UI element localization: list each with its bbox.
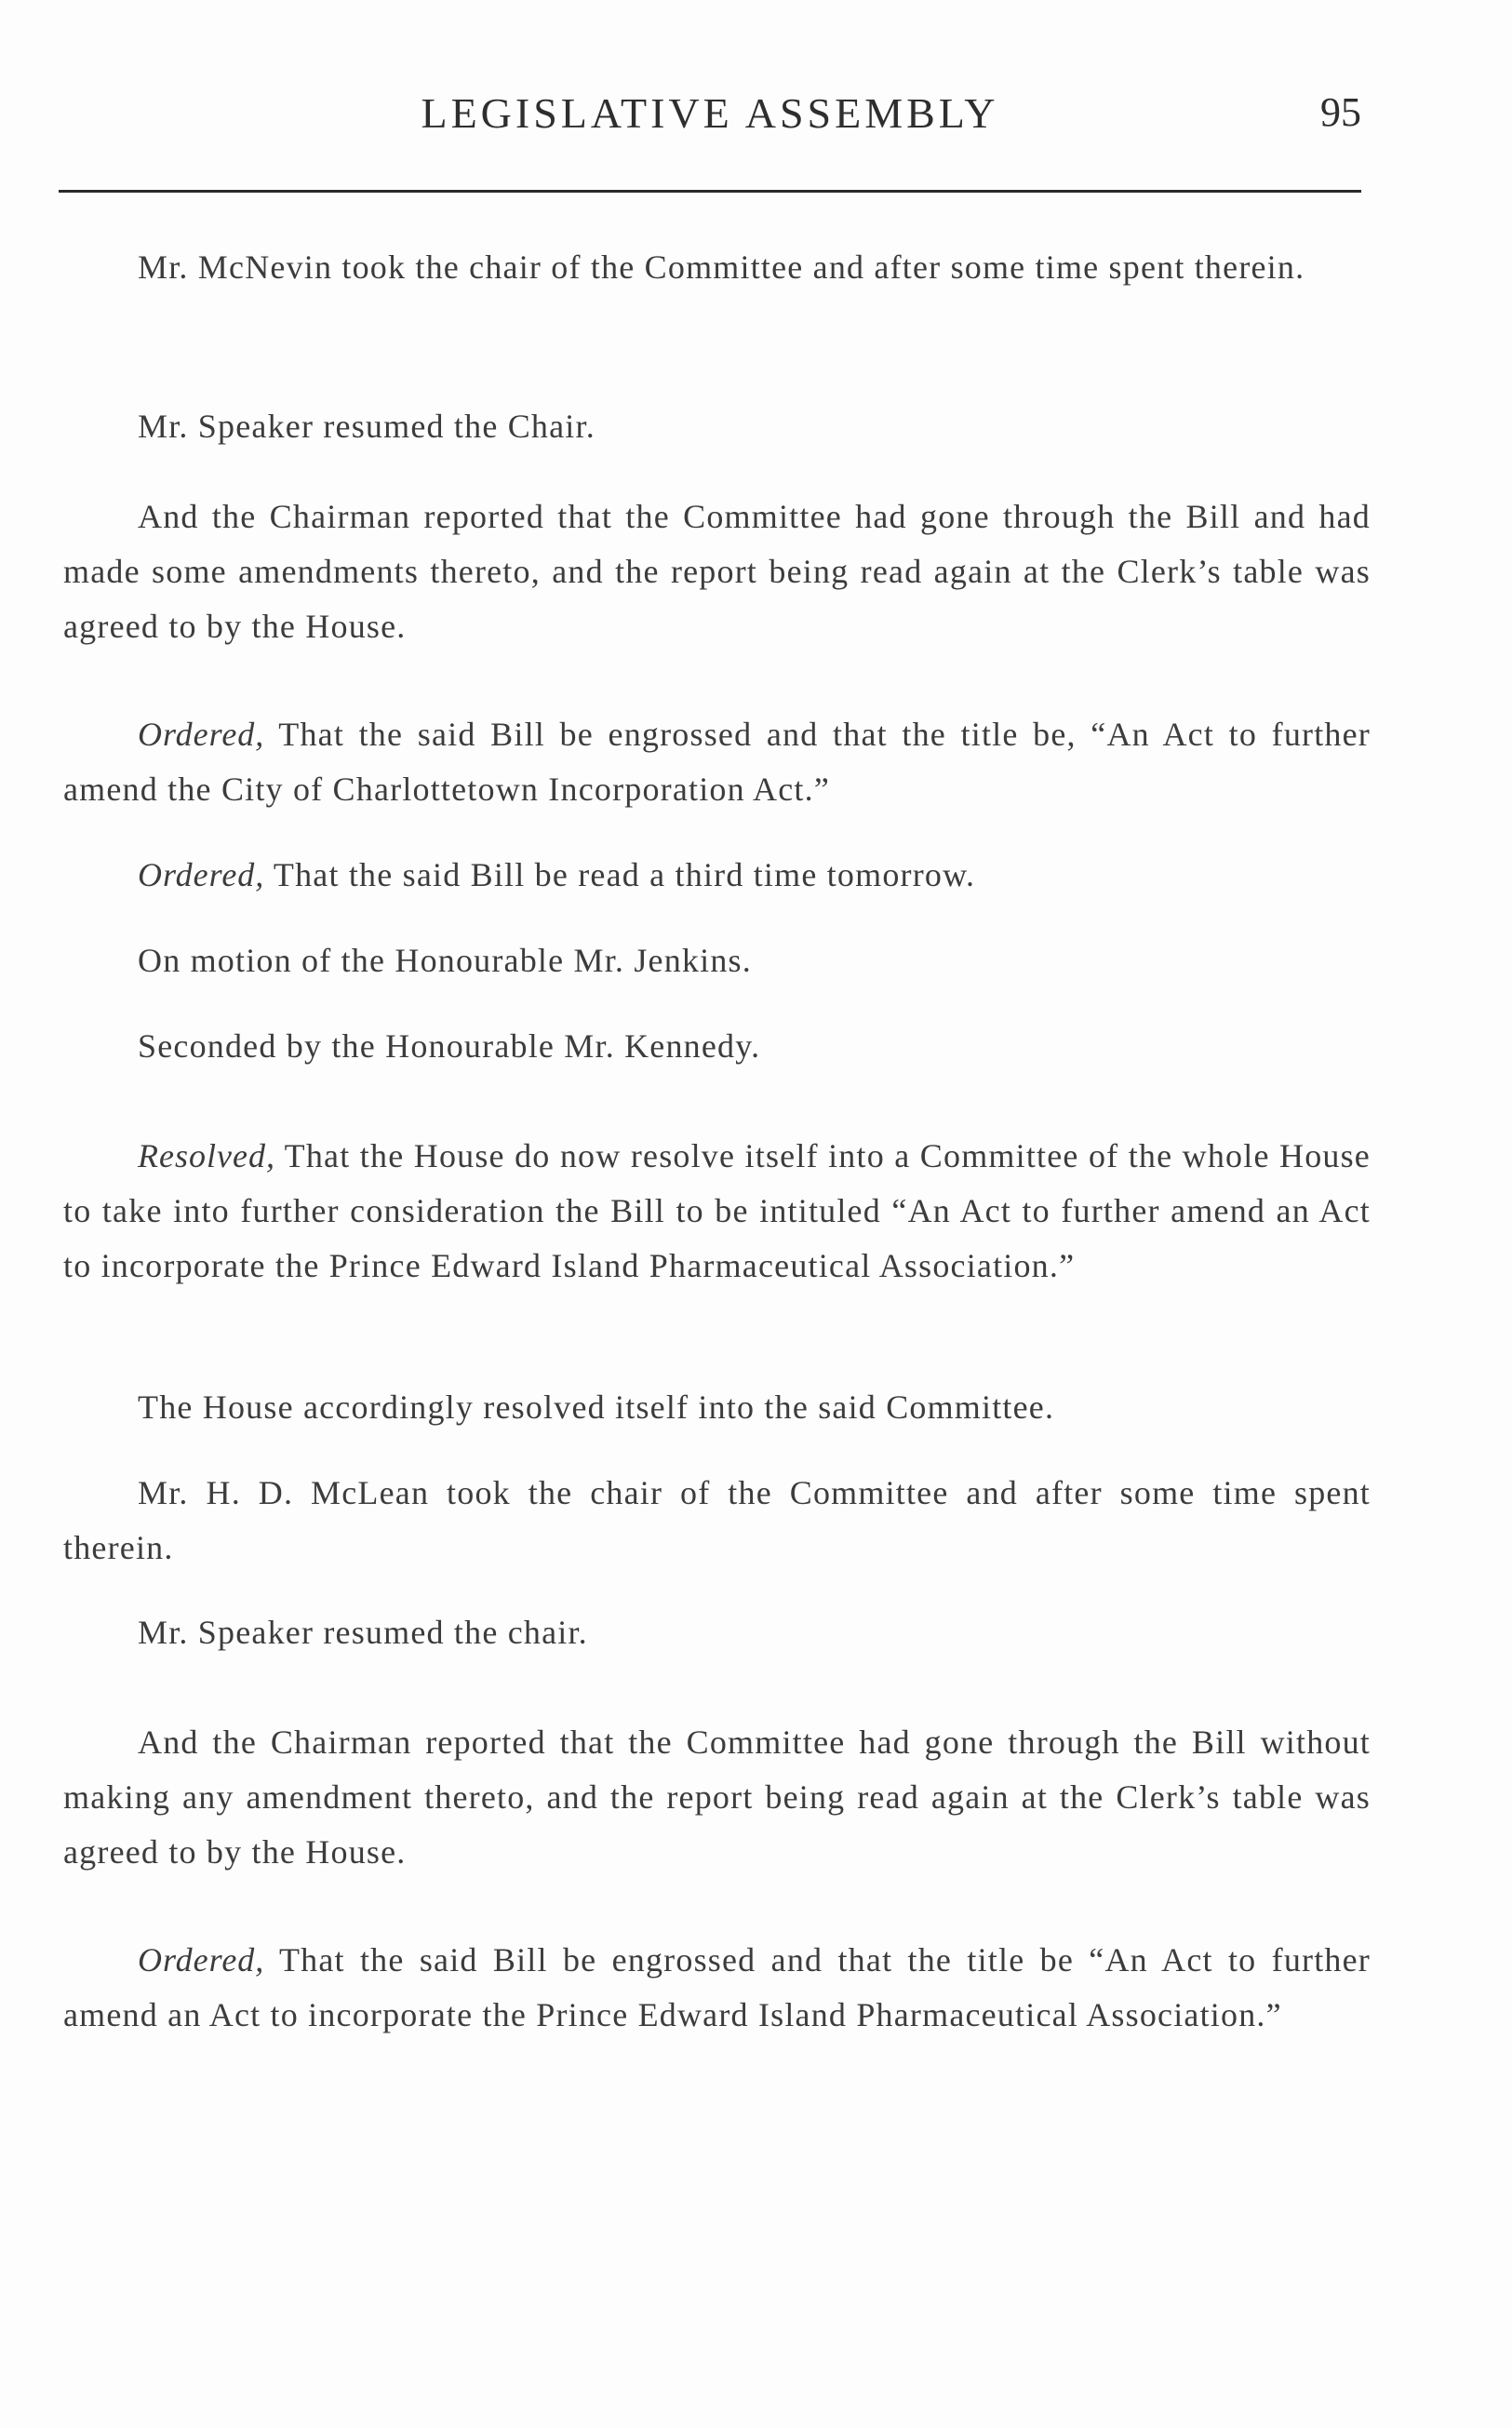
paragraph-seconded: Seconded by the Honourable Mr. Kennedy. [138,1027,761,1065]
paragraph-committee-mcnevin: Mr. McNevin took the chair of the Committee and after some time spent therein. [138,248,1305,286]
paragraph-ordered-engrossed-2: Ordered, That the said Bill be engrossed and that the title be “An Act to further amend an Act to incorporate the Prince Edward Island Pharmaceutical Association.” [63,1941,1371,2033]
paragraph-speaker-resumed: Mr. Speaker resumed the Chair. [138,408,595,445]
resolved-label: Resolved, [138,1137,275,1174]
ordered-label: Ordered, [138,856,265,893]
header-rule [59,190,1361,193]
paragraph-chairman-report: And the Chairman reported that the Committee had gone through the Bill and had made some amendments thereto, and the report being read again at the Clerk’s table was agreed to by the House. [63,498,1371,645]
ordered-label: Ordered, [138,716,265,753]
page-number: 95 [1320,89,1361,135]
paragraph-resolved: Resolved, That the House do now resolve itself into a Committee of the whole House to take into further consideration the Bill to be intituled “An Act to further amend an Act to incorporate the Prince Edward Island Pharmaceutical Association.” [63,1137,1371,1284]
paragraph-committee-mclean: Mr. H. D. McLean took the chair of the Committee and after some time spent therein. [63,1474,1371,1566]
ordered-label: Ordered, [138,1941,265,1979]
paragraph-ordered-engrossed: Ordered, That the said Bill be engrossed and that the title be, “An Act to further amend the City of Charlottetown Incorporation Act.” [63,716,1371,808]
paragraph-motion: On motion of the Honourable Mr. Jenkins. [138,942,752,979]
paragraph-house-resolved: The House accordingly resolved itself into the said Committee. [138,1388,1055,1426]
paragraph-ordered-third-reading: Ordered, That the said Bill be read a third time tomorrow. [138,856,976,893]
running-head: LEGISLATIVE ASSEMBLY [421,89,999,137]
paragraph-chairman-report-2: And the Chairman reported that the Committee had gone through the Bill without making any amendment thereto, and the report being read again at the Clerk’s table was agreed to by the House. [63,1724,1371,1871]
page-header [59,88,1361,154]
paragraph-speaker-resumed-2: Mr. Speaker resumed the chair. [138,1614,588,1651]
